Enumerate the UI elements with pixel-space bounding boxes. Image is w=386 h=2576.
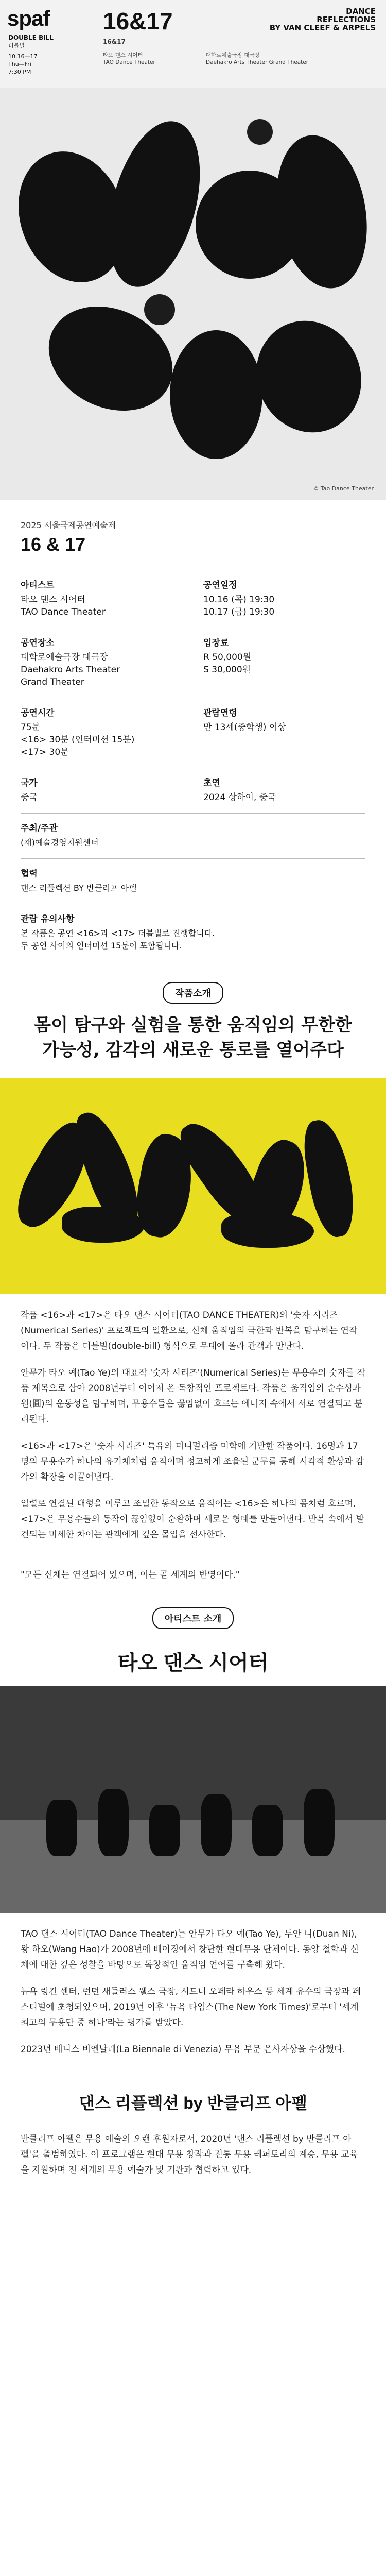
info-value: 댄스 리플렉션 BY 반클리프 아펠	[21, 883, 137, 893]
dancer-figure	[299, 1116, 360, 1240]
info-label: 공연시간	[21, 708, 55, 718]
stage-photo	[0, 1686, 386, 1913]
info-value: 본 작품은 공연 <16>과 <17> 더블빌로 진행합니다. 두 공연 사이의 인터미션 15분이 포함됩니다.	[21, 928, 215, 951]
dancer-figure	[304, 1789, 335, 1856]
info-value: 대학로예술극장 대극장 Daehakro Arts Theater Grand Theater	[21, 652, 120, 687]
info-label: 아티스트	[21, 580, 55, 590]
info-label: 입장료	[203, 638, 229, 648]
info-grid	[21, 570, 365, 813]
paragraph: 반클리프 아펠은 무용 예술의 오랜 후원자로서, 2020년 '댄스 리플렉션 by 반클리프 아펠'을 출범하였다. 이 프로그램은 현대 무용 창작과 전통 무용 레퍼토리의 계승, 무용 교육을 지원하며 전 세계의 무용 예술가 및 기관과 협력하고 있다.	[21, 2134, 358, 2175]
dancer-head	[144, 294, 175, 325]
paragraph: 뉴욕 링컨 센터, 런던 새들러스 웰스 극장, 시드니 오페라 하우스 등 세계 유수의 극장과 페스티벌에 초청되었으며, 2019년 이후 '뉴욕 타임스(The New York Times)'로부터 '세계 최고의 무용단 중 하나'라는 평가를 받았다.	[21, 1987, 361, 2028]
header-venue-en: Daehakro Arts Theater Grand Theater	[206, 59, 309, 65]
info-age	[203, 698, 365, 768]
dancer-figure	[170, 330, 262, 459]
info-label: 공연장소	[21, 638, 55, 648]
info-value: R 50,000원 S 30,000원	[203, 652, 252, 675]
info-country	[21, 768, 183, 813]
header-artist-en: TAO Dance Theater	[103, 59, 155, 65]
info-label: 관람연령	[203, 708, 237, 718]
paragraph: 2023년 베니스 비엔날레(La Biennale di Venezia) 무용 부문 은사자상을 수상했다.	[21, 2044, 345, 2055]
info-value: 타오 댄스 시어터 TAO Dance Theater	[21, 595, 106, 617]
info-label: 협력	[21, 869, 38, 879]
top-header	[0, 0, 386, 88]
header-time: 7:30 PM	[8, 69, 31, 75]
info-value: 2024 상하이, 중국	[203, 792, 276, 803]
dancer-figure	[46, 1800, 77, 1856]
artist-tag-wrap	[0, 1607, 386, 1629]
header-info	[8, 34, 54, 76]
header-venue-kr: 대학로예술극장 대극장	[206, 52, 260, 58]
header-artist	[103, 52, 155, 66]
work-headline: 몸이 탐구와 실험을 통한 움직임의 무한한 가능성, 감각의 새로운 통로를 열어주다	[34, 1015, 352, 1060]
info-value: 중국	[21, 792, 38, 803]
header-dates: 10.16—17	[8, 53, 38, 60]
info-label: 주최/주관	[21, 823, 58, 834]
info-label: 관람 유의사항	[21, 914, 75, 924]
info-venue	[21, 628, 183, 698]
info-value: 만 13세(중학생) 이상	[203, 722, 286, 733]
artist-title: 타오 댄스 시어터	[117, 1652, 269, 1674]
brand-text: DANCE REFLECTIONS BY VAN CLEEF & ARPELS	[269, 7, 376, 32]
dancer-figure	[201, 1794, 232, 1856]
quote: "모든 신체는 연결되어 있으며, 이는 곧 세계의 반영이다."	[21, 1570, 240, 1580]
dance-reflections-description	[0, 2118, 386, 2193]
info-host	[21, 813, 365, 858]
dancer-figure	[238, 303, 379, 450]
festival-label: 2025 서울국제공연예술제	[21, 520, 116, 530]
performance-title: 16 & 17	[21, 534, 86, 555]
dancer-figure	[149, 1805, 180, 1856]
info-value: 10.16 (목) 19:30 10.17 (금) 19:30	[203, 595, 275, 617]
info-dates	[203, 570, 365, 628]
spaf-logo[interactable]: spaf	[7, 6, 50, 30]
artist-intro-tag: 아티스트 소개	[152, 1607, 234, 1629]
dancer-figure	[252, 1805, 283, 1856]
info-artist	[21, 570, 183, 628]
info-notice	[21, 904, 365, 961]
dance-reflections-title: 댄스 리플렉션 by 반클리프 아펠	[79, 2094, 307, 2112]
info-premiere	[203, 768, 365, 813]
info-value: 75분 <16> 30분 (인터미션 15분) <17> 30분	[21, 722, 135, 757]
header-days: Thu—Fri	[8, 61, 31, 67]
dancer-head	[247, 119, 273, 145]
hero-caption: © Tao Dance Theater	[313, 485, 374, 492]
info-label: 공연일정	[203, 580, 237, 590]
double-bill-label: DOUBLE BILL	[8, 34, 54, 41]
artist-description	[0, 1913, 386, 2073]
paragraph: <16>과 <17>은 '숫자 시리즈' 특유의 미니멀리즘 미학에 기반한 작품이다. 16명과 17명의 무용수가 하나의 유기체처럼 움직이며 정교하게 조율된 군무를 통해 시각적 환상과 감각의 확장을 이끌어낸다.	[21, 1441, 364, 1482]
header-title: 16&17	[103, 8, 173, 35]
work-intro-tag: 작품소개	[163, 982, 223, 1004]
info-partner	[21, 858, 365, 904]
header-artist-kr: 타오 댄스 시어터	[103, 52, 143, 58]
info-running-time	[21, 698, 183, 768]
paragraph: 작품 <16>과 <17>은 타오 댄스 시어터(TAO DANCE THEATER)의 '숫자 시리즈(Numerical Series)' 프로젝트의 일환으로, 신체 움직임의 극한과 반복을 탐구하는 연작이다. 두 작품은 더블빌(double-bill) 형식으로 무대에 올라 관객과 만난다.	[21, 1310, 358, 1351]
dancer-figure	[98, 1789, 129, 1856]
dancer-figure	[265, 128, 378, 296]
work-intro-tag-wrap	[0, 982, 386, 1004]
header-subtitle: 16&17	[103, 38, 126, 45]
paragraph: 안무가 타오 예(Tao Ye)의 대표작 '숫자 시리즈'(Numerical Series)는 무용수의 숫자를 작품 제목으로 삼아 2008년부터 이어져 온 독창적인 프로젝트다. 작품은 움직임의 순수성과 원(圓)의 운동성을 탐구하며, 무용수들은 끊임없이 흐르는 에너지 속에서 서로 연결되고 분리된다.	[21, 1368, 366, 1425]
yellow-stage-image	[0, 1078, 386, 1294]
hero-image	[0, 88, 386, 500]
dancer-figure	[221, 1212, 314, 1248]
info-price	[203, 628, 365, 698]
dance-reflections-logo[interactable]	[270, 7, 376, 32]
paragraph: 일렬로 연결된 대형을 이루고 조밀한 동작으로 움직이는 <16>은 하나의 몸처럼 흐르며, <17>은 무용수들의 동작이 끊임없이 순환하며 새로운 형태를 만들어낸다. 반복 속에서 발견되는 미세한 차이는 관객에게 깊은 몰입을 선사한다.	[21, 1499, 364, 1540]
info-label: 초연	[203, 778, 220, 788]
info-label: 국가	[21, 778, 38, 788]
performance-info	[0, 500, 386, 977]
double-bill-label-kr: 더블빌	[8, 42, 25, 49]
header-venue	[206, 52, 308, 66]
work-description	[0, 1294, 386, 1558]
paragraph: TAO 댄스 시어터(TAO Dance Theater)는 안무가 타오 예(Tao Ye), 두안 니(Duan Ni), 왕 하오(Wang Hao)가 2008년에 베이징에서 창단한 현대무용 단체이다. 동양 철학과 신체에 대한 깊은 성찰을 바탕으로 독창적인 움직임 언어를 구축해 왔다.	[21, 1929, 359, 1970]
info-value: (재)예술경영지원센터	[21, 838, 99, 848]
